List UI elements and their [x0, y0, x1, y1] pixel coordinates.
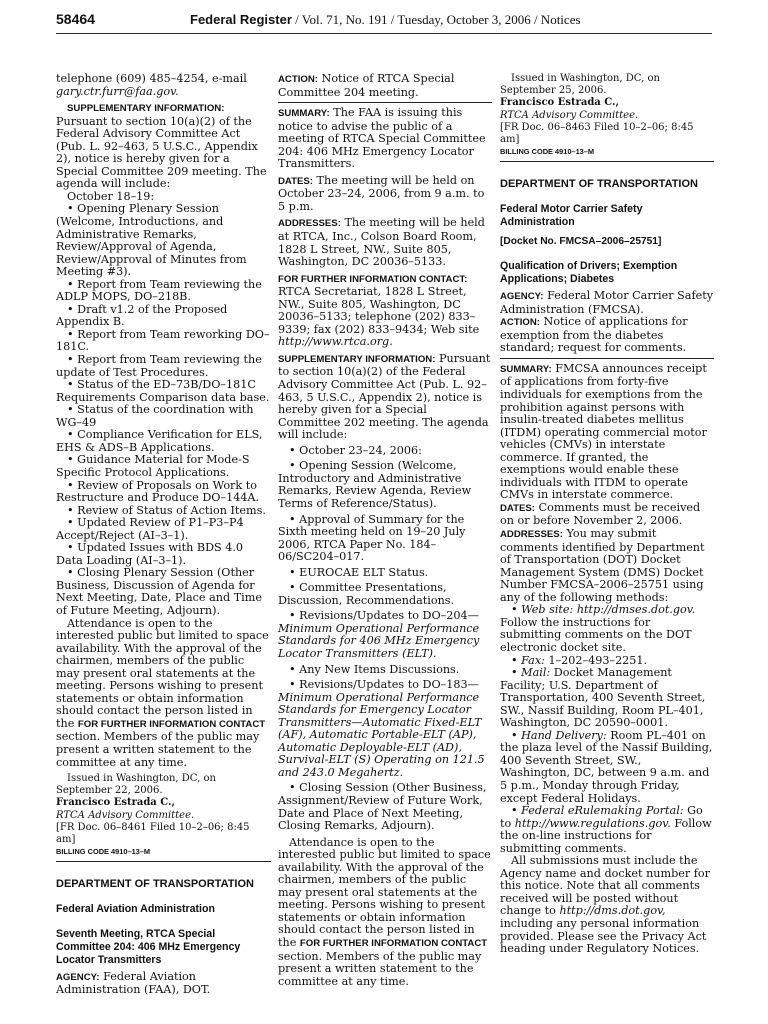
paragraph-text: Federal Aviation Administration (FAA), DOT. — [56, 969, 211, 997]
agency-heading: Federal Motor Carrier Safety Administration — [500, 202, 643, 228]
agenda-date: October 18–19: — [67, 189, 155, 203]
summary-paragraph — [500, 363, 714, 502]
issued-line: Issued in Washington, DC, on September 25, 2006. — [500, 73, 660, 96]
paragraph-text: 1–202–493–2251. — [544, 653, 648, 667]
dms-website-link[interactable]: http://dms.dot.gov, — [559, 904, 666, 918]
agenda-item: • Closing Plenary Session (Other Business, Discussion of Agenda for Next Meeting, Date, Place and Time of Future Meeting, Adjourn). — [56, 566, 262, 617]
agenda-item: • Report from Team reviewing the update of Test Procedures. — [56, 353, 262, 379]
supplementary-info — [278, 353, 492, 442]
rtca-website-link[interactable]: http://www.rtca.org. — [278, 335, 393, 349]
agenda-item: • Guidance Material for Mode-S Specific Protocol Applications. — [56, 453, 250, 479]
method-label: • Mail: — [511, 666, 551, 680]
addresses-paragraph — [500, 528, 714, 604]
label: AGENCY: — [500, 291, 544, 303]
journal-name: Federal Register — [190, 12, 292, 27]
divider — [500, 358, 714, 359]
paragraph-text: FMCSA announces receipt of applications from forty-five individuals for exemptions from the prohibition against persons with insulin-treated diabetes mellitus (ITDM) operating commercial motor vehicles (CMVs) in interstate commerce. If granted, the exemptions would enable these individuals with ITDM to operate CMVs in interstate commerce. — [500, 361, 707, 502]
agenda-item: • Any New Items Discussions. — [289, 662, 460, 676]
agency-heading: Federal Aviation Administration — [56, 902, 215, 915]
dates-paragraph — [500, 502, 714, 528]
publication-line — [190, 12, 581, 28]
signer-title: RTCA Advisory Committee. — [500, 109, 639, 121]
billing-code: BILLING CODE 4910–13–M — [56, 846, 151, 856]
paragraph-text: Federal Motor Carrier Safety Administration (FMCSA). — [500, 289, 714, 316]
contact-paragraph — [278, 273, 492, 349]
paragraph-text: Docket Management Facility; U.S. Department of Transportation, 400 Seventh Street, SW., Nassif Building, Room PL–401, Washington, DC 20590–0001. — [500, 666, 706, 730]
fr-doc-line: [FR Doc. 06–8461 Filed 10–2–06; 8:45 am] — [56, 821, 250, 845]
paragraph-text: Attendance is open to the interested public but limited to space availability. With the approval of the chairmen, members of the public may present oral statements at the meeting. Persons wishing to present statements or obtain information should contact the person listed in the — [278, 835, 491, 949]
method-portal — [500, 805, 714, 855]
agenda-item: • Opening Plenary Session (Welcome, Introductions, and Administrative Remarks, Review/Approval of Agenda, Review/Approval of Minutes from Meeting #3). — [56, 202, 247, 279]
contact-phone: telephone (609) 485–4254, e-mail — [56, 72, 247, 85]
paragraph-text: including any personal information provided. Please see the Privacy Act heading under Regulatory Notices. — [500, 916, 707, 956]
attendance-paragraph — [56, 618, 271, 770]
agenda-item: • Status of the coordination with WG–49 — [56, 403, 254, 429]
supplementary-info — [56, 102, 271, 191]
method-website — [500, 604, 714, 654]
paragraph-text: The meeting will be held on October 23–24, 2006, from 9 a.m. to 5 p.m. — [278, 173, 485, 213]
label: FOR FURTHER INFORMATION CONTACT: — [278, 273, 468, 285]
page-number: 58464 — [56, 11, 95, 27]
paragraph-text: Go to — [500, 804, 703, 830]
agenda-item: • Compliance Verification for ELS, EHS & ADS–B Applications. — [56, 428, 263, 454]
department-heading: DEPARTMENT OF TRANSPORTATION — [56, 878, 254, 891]
paragraph-text: Attendance is open to the interested public but limited to space availability. With the approval of the chairmen, members of the public may present oral statements at the meeting. Persons wishing to present statements or obtain information should contact the person listed in the — [56, 616, 269, 730]
regulations-website-link[interactable]: http://www.regulations.gov. — [514, 816, 671, 830]
agenda-item: • Draft v1.2 of the Proposed Appendix B. — [56, 302, 228, 329]
notice-headline: Qualification of Drivers; Exemption Applications; Diabetes — [500, 260, 678, 286]
issue-details: / Vol. 71, No. 191 / Tuesday, October 3, 2006 / Notices — [291, 12, 581, 27]
agenda-item — [278, 679, 492, 779]
paragraph-text: Room PL–401 on the plaza level of the Nassif Building, 400 Seventh Street, SW., Washington, DC, between 9 a.m. and 5 p.m., Monday through Friday, except Federal Holidays. — [500, 728, 713, 805]
page-header — [56, 11, 712, 34]
paragraph-text: section. Members of the public may present a written statement to the committee at any time. — [56, 730, 260, 769]
agenda-item: • Report from Team reworking DO–181C. — [56, 327, 270, 354]
paragraph-text: Pursuant to section 10(a)(2) of the Federal Advisory Committee Act (Pub. L. 92–463, 5 U.S.C., Appendix 2), notice is hereby given for a Special Committee 202 meeting. The agenda will include: — [278, 351, 491, 442]
method-mail — [500, 667, 714, 730]
agenda-item — [278, 610, 492, 660]
paragraph-text: Comments must be received on or before November 2, 2006. — [500, 500, 701, 528]
agenda-item: • Opening Session (Welcome, Introductory and Administrative Remarks, Review Agenda, Review Terms of Reference/Status). — [278, 459, 472, 510]
document-title: Minimum Operational Performance Standards for 406 MHz Emergency Locator Transmitters (ELT). — [278, 621, 480, 660]
agenda-item: • Approval of Summary for the Sixth meeting held on 19–20 July 2006, RTCA Paper No. 184–06/SC204–017. — [278, 512, 466, 564]
action-paragraph — [278, 73, 492, 99]
method-label: • Web site: — [511, 603, 577, 617]
agenda-item: • Report from Team reviewing the ADLP MOPS, DO–218B. — [56, 277, 262, 304]
label: AGENCY: — [56, 971, 100, 983]
paragraph-text: All submissions must include the Agency name and docket number for this notice. Note that all comments received will be posted without change to — [500, 854, 711, 918]
signer-name: Francisco Estrada C., — [56, 797, 176, 809]
agenda-item: • Closing Session (Other Business, Assignment/Review of Future Work, Date and Place of Next Meeting, Closing Remarks, Adjourn). — [278, 781, 487, 833]
paragraph-text: • Revisions/Updates to DO–204— — [289, 609, 479, 623]
action-paragraph — [500, 316, 714, 355]
agenda-item: • Updated Issues with BDS 4.0 Data Loading (AI–3–1). — [56, 541, 244, 567]
method-label: • Federal eRulemaking Portal: — [511, 804, 684, 818]
label: ACTION: — [278, 74, 318, 85]
label: SUPPLEMENTARY INFORMATION: — [278, 353, 436, 365]
notice-headline: Seventh Meeting, RTCA Special Committee 204: 406 MHz Emergency Locator Transmitters — [56, 927, 241, 966]
signer-title: RTCA Advisory Committee. — [56, 809, 195, 821]
label: ACTION: — [500, 317, 540, 329]
column-2 — [278, 73, 492, 988]
paragraph-text: Pursuant to section 10(a)(2) of the Federal Advisory Committee Act (Pub. L. 92–463, 5 U.S.C., Appendix 2), notice is hereby given for a Special Committee 209 meeting. The agenda will include: — [56, 114, 267, 191]
method-label: • Fax: — [511, 653, 545, 667]
agenda-list — [56, 203, 271, 617]
paragraph-text: The meeting will be held at RTCA, Inc., Colson Board Room, 1828 L Street, NW., Suite 805, Washington, DC 20036–5133. — [278, 216, 485, 269]
paragraph-text: Notice of applications for exemption from the diabetes standard; request for comments. — [500, 315, 688, 355]
submissions-paragraph — [500, 855, 714, 955]
divider — [56, 861, 271, 862]
paragraph-text: RTCA Secretariat, 1828 L Street, NW., Suite 805, Washington, DC 20036–5133; telephone (202) 833–9339; fax (202) 833–9434; Web site — [278, 285, 480, 336]
billing-code: BILLING CODE 4910–13–M — [500, 146, 595, 156]
agenda-item: • Updated Review of P1–P3–P4 Accept/Reject (AI–3–1). — [56, 516, 244, 542]
contact-email: gary.ctr.furr@faa.gov. — [56, 84, 179, 98]
method-label: • Hand Delivery: — [511, 728, 607, 742]
agency-paragraph — [500, 290, 714, 316]
label: ADDRESSES: — [278, 218, 341, 230]
agenda-item: • October 23–24, 2006: — [289, 443, 422, 457]
addresses-paragraph — [278, 217, 492, 268]
fr-doc-line: [FR Doc. 06–8463 Filed 10–2–06; 8:45 am] — [500, 121, 694, 145]
label: SUPPLEMENTARY INFORMATION: — [67, 103, 225, 115]
summary-paragraph — [278, 107, 492, 171]
label: SUMMARY: — [500, 363, 552, 375]
agenda-item: • Review of Proposals on Work to Restructure and Produce DO–144A. — [56, 478, 260, 505]
agency-paragraph — [56, 971, 271, 997]
divider — [278, 102, 492, 103]
docket-number: [Docket No. FMCSA–2006–25751] — [500, 235, 662, 247]
issued-line: Issued in Washington, DC, on September 22, 2006. — [56, 773, 216, 797]
paragraph-text: You may submit comments identified by Department of Transportation (DOT) Docket Management System (DMS) Docket Number FMCSA–2006–25751 using any of the following methods: — [500, 527, 705, 604]
document-title: Minimum Operational Performance Standards for Emergency Locator Transmitters—Automatic Fixed-ELT (AF), Automatic Portable-ELT (AP), Automatic Deployable-ELT (AD), Survival-ELT (S) Operating on 121.5 and 243.0 Megahertz. — [278, 690, 485, 779]
paragraph-text: • Revisions/Updates to DO–183— — [289, 678, 479, 692]
agenda-item: • Status of the ED–73B/DO–181C Requirements Comparison data base. — [56, 378, 270, 404]
paragraph-text: The FAA is issuing this notice to advise the public of a meeting of RTCA Special Committee 204: 406 MHz Emergency Locator Transmitters. — [278, 106, 486, 171]
paragraph-text: Follow the on-line instructions for submitting comments. — [500, 816, 712, 855]
dmses-website-link[interactable]: http://dmses.dot.gov. — [576, 603, 696, 617]
agenda-item: • Review of Status of Action Items. — [67, 503, 266, 517]
label: SUMMARY: — [278, 108, 330, 120]
label: DATES: — [278, 175, 313, 187]
label: ADDRESSES: — [500, 529, 563, 541]
paragraph-text: section. Members of the public may present a written statement to the committee at any time. — [278, 949, 482, 988]
divider — [500, 161, 714, 162]
agenda-item: • Committee Presentations, Discussion, Recommendations. — [278, 581, 455, 607]
column-3 — [500, 73, 714, 956]
attendance-paragraph — [278, 837, 492, 989]
paragraph-text: Follow the instructions for submitting comments on the DOT electronic docket site. — [500, 615, 692, 654]
paragraph-text: Notice of RTCA Special Committee 204 meeting. — [278, 72, 455, 99]
label: FOR FURTHER INFORMATION CONTACT — [77, 718, 266, 730]
label: FOR FURTHER INFORMATION CONTACT — [299, 938, 488, 949]
dates-paragraph — [278, 175, 492, 214]
signer-name: Francisco Estrada C., — [500, 97, 620, 108]
method-hand-delivery — [500, 730, 714, 805]
column-1 — [56, 73, 271, 997]
department-heading: DEPARTMENT OF TRANSPORTATION — [500, 178, 698, 191]
label: DATES: — [500, 502, 535, 514]
agenda-item: • EUROCAE ELT Status. — [289, 565, 429, 579]
